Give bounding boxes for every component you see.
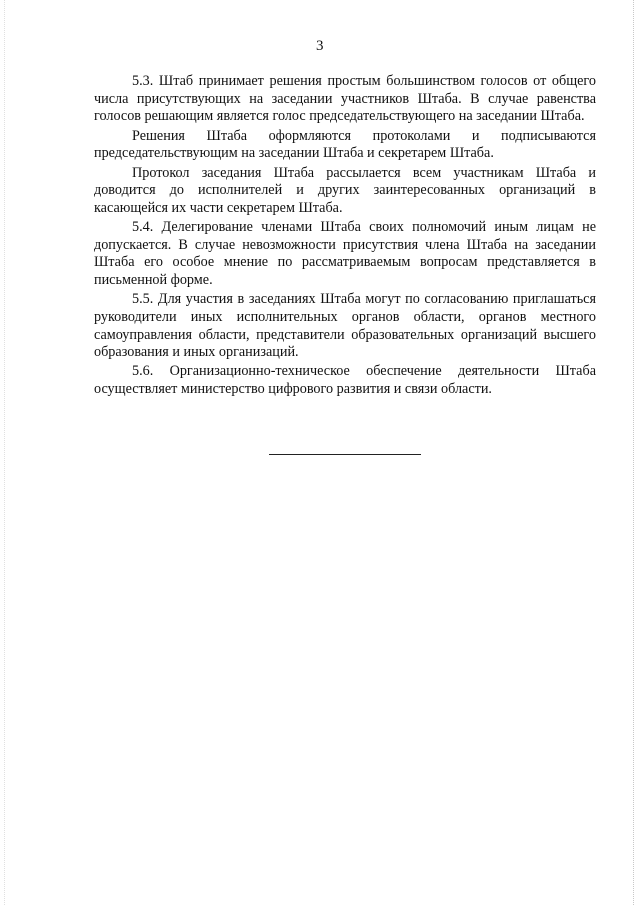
- paragraph-protocol: Протокол заседания Штаба рассылается всем участникам Штаба и доводится до исполнителей и других заинтересованных организаций в касающейся их части секретарем Штаба.: [94, 164, 596, 216]
- paragraph-5-6: 5.6. Организационно-техническое обеспечение деятельности Штаба осуществляет министерство цифрового развития и связи области.: [94, 363, 596, 398]
- paragraph-5-5: 5.5. Для участия в заседаниях Штаба могут по согласованию приглашаться руководители иных исполнительных органов области, органов местного самоуправления области, представители образовательных организаций высшего образования и иных организаций.: [94, 291, 596, 361]
- scan-edge-left: [4, 0, 5, 905]
- paragraph-5-4: 5.4. Делегирование членами Штаба своих полномочий иным лицам не допускается. В случае невозможности присутствия члена Штаба на заседании Штаба его особое мнение по рассматриваемым вопросам представляется в письменной форме.: [94, 219, 596, 288]
- scan-edge-right: [633, 0, 634, 905]
- paragraph-decisions: Решения Штаба оформляются протоколами и подписываются председательствующим на заседании Штаба и секретарем Штаба.: [94, 127, 596, 162]
- page-number: 3: [316, 38, 324, 54]
- paragraph-5-3: 5.3. Штаб принимает решения простым большинством голосов от общего числа присутствующих на заседании участников Штаба. В случае равенства голосов решающим является голос председательствующего на заседании Штаба.: [94, 73, 596, 125]
- closing-separator-line: [269, 454, 421, 455]
- document-body: [94, 73, 596, 400]
